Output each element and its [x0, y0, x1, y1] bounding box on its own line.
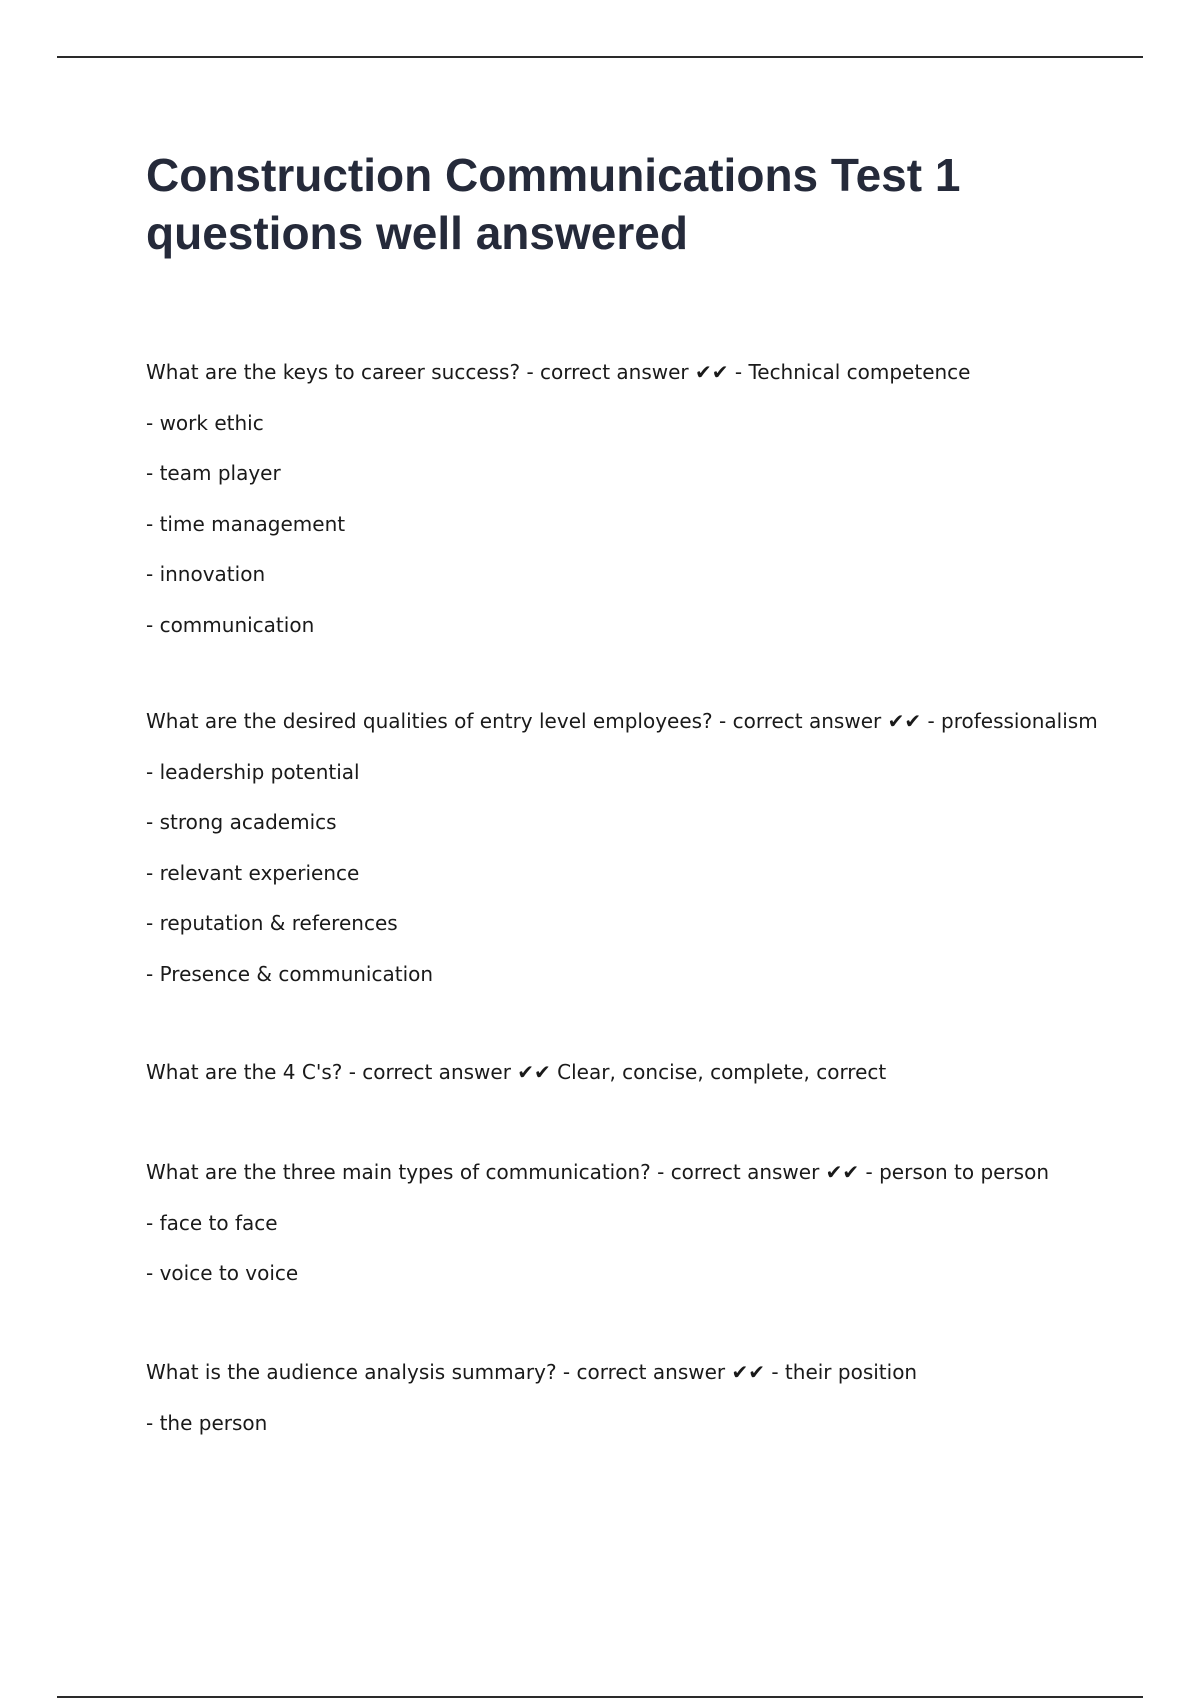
answer-item: - leadership potential: [146, 759, 360, 784]
answer-item: - voice to voice: [146, 1261, 299, 1285]
answer-item: - Presence & communication: [146, 961, 434, 986]
answer-item: - work ethic: [146, 410, 264, 435]
answer-item: - time management: [146, 511, 346, 536]
answer-item: - team player: [146, 461, 281, 485]
answer-item: - communication: [146, 612, 315, 637]
top-rule: [57, 56, 1143, 58]
question-line: What are the desired qualities of entry level employees? - correct answer ✔✔ - professionalism: [146, 709, 1098, 733]
question-line: What are the keys to career success? - correct answer ✔✔ - Technical competence: [146, 360, 971, 384]
question-line: What are the three main types of communication? - correct answer ✔✔ - person to person: [146, 1160, 1050, 1184]
qa-block: [146, 709, 1146, 1012]
qa-block: [146, 1160, 1146, 1312]
answer-item: - innovation: [146, 562, 266, 586]
qa-block: [146, 1060, 1146, 1111]
bottom-rule: [57, 1696, 1143, 1698]
answer-item: - relevant experience: [146, 860, 360, 885]
answer-item: - reputation & references: [146, 911, 398, 935]
qa-block: [146, 1360, 1146, 1461]
qa-block: [146, 360, 1146, 663]
question-line: What are the 4 C's? - correct answer ✔✔ Clear, concise, complete, correct: [146, 1060, 887, 1084]
answer-item: - face to face: [146, 1210, 278, 1235]
page-title: Construction Communications Test 1 questions well answered: [146, 149, 961, 259]
answer-item: - strong academics: [146, 810, 337, 834]
question-line: What is the audience analysis summary? - correct answer ✔✔ - their position: [146, 1360, 918, 1384]
answer-item: - the person: [146, 1410, 268, 1435]
